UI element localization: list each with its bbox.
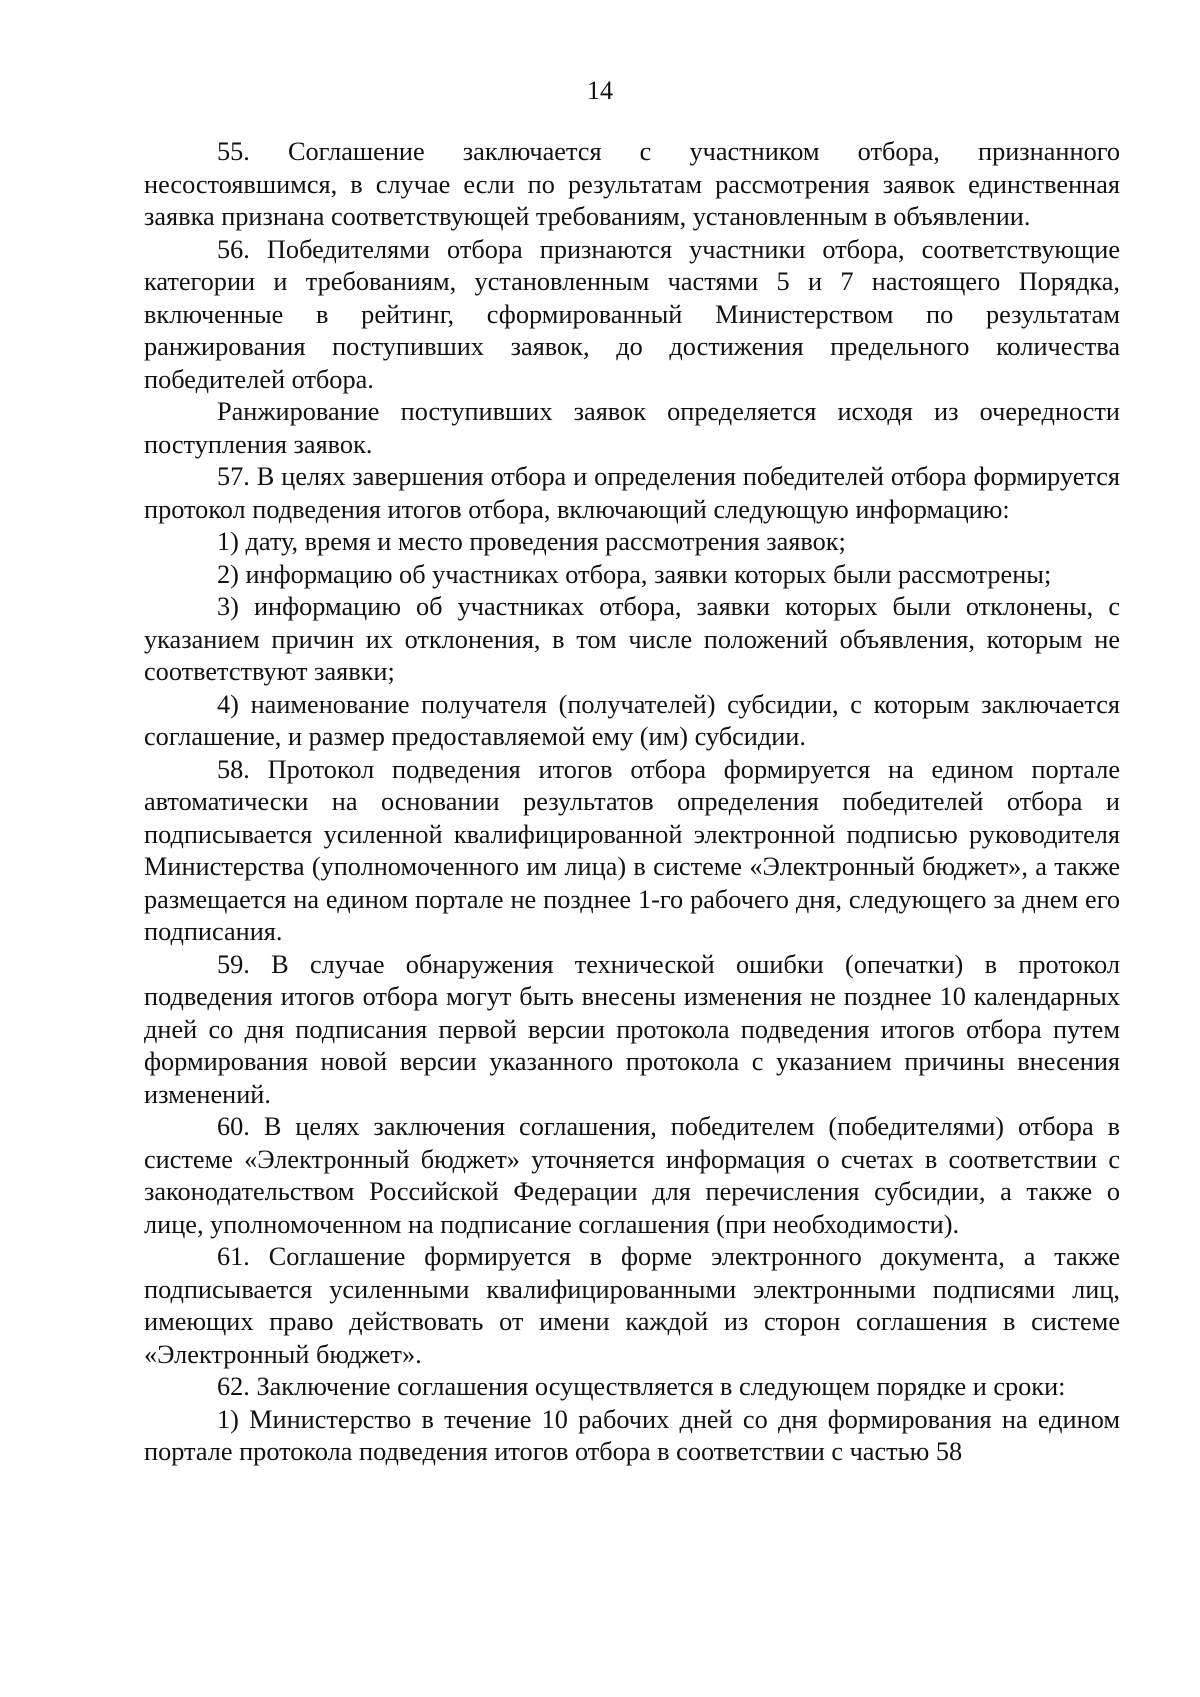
document-body	[144, 136, 1120, 1469]
paragraph-61: 61. Соглашение формируется в форме электронного документа, а также подписывается усиленными квалифицированными электронными подписями лиц, имеющих право действовать от имени каждой из сторон соглашения в системе «Электронный бюджет».	[144, 1242, 1120, 1369]
paragraph-57: 57. В целях завершения отбора и определения победителей отбора формируется протокол подведения итогов отбора, включающий следующую информацию:	[144, 462, 1120, 524]
page-number: 14	[587, 76, 613, 105]
paragraph-57-item-3: 3) информацию об участниках отбора, заявки которых были отклонены, с указанием причин их отклонения, в том числе положений объявления, которым не соответствуют заявки;	[144, 592, 1120, 686]
paragraph-59: 59. В случае обнаружения технической ошибки (опечатки) в протокол подведения итогов отбора могут быть внесены изменения не позднее 10 календарных дней со дня подписания первой версии протокола подведения итогов отбора путем формирования новой версии указанного протокола с указанием причины внесения изменений.	[144, 949, 1120, 1109]
paragraph-55: 55. Соглашение заключается с участником отбора, признанного несостоявшимся, в случае если по результатам рассмотрения заявок единственная заявка признана соответствующей требованиям, установленным в объявлении.	[144, 137, 1120, 231]
paragraph-62-item-1: 1) Министерство в течение 10 рабочих дней со дня формирования на едином портале протокола подведения итогов отбора в соответствии с частью 58	[144, 1404, 1120, 1466]
paragraph-57-item-2: 2) информацию об участниках отбора, заявки которых были рассмотрены;	[217, 559, 1052, 589]
paragraph-58: 58. Протокол подведения итогов отбора формируется на едином портале автоматически на основании результатов определения победителей отбора и подписывается усиленной квалифицированной электронной подписью руководителя Министерства (уполномоченного им лица) в системе «Электронный бюджет», а также размещается на едином портале не позднее 1-го рабочего дня, следующего за днем его подписания.	[144, 754, 1120, 946]
paragraph-57-item-4: 4) наименование получателя (получателей) субсидии, с которым заключается соглашение, и размер предоставляемой ему (им) субсидии.	[144, 689, 1120, 751]
paragraph-56-ranking: Ранжирование поступивших заявок определяется исходя из очередности поступления заявок.	[144, 397, 1120, 459]
paragraph-56: 56. Победителями отбора признаются участники отбора, соответствующие категории и требованиям, установленным частями 5 и 7 настоящего Порядка, включенные в рейтинг, сформированный Министерством по результатам ранжирования поступивших заявок, до достижения предельного количества победителей отбора.	[144, 234, 1120, 394]
paragraph-62: 62. Заключение соглашения осуществляется в следующем порядке и сроки:	[217, 1372, 1066, 1401]
paragraph-57-item-1: 1) дату, время и место проведения рассмотрения заявок;	[217, 527, 846, 556]
paragraph-60: 60. В целях заключения соглашения, победителем (победителями) отбора в системе «Электронный бюджет» уточняется информация о счетах в соответствии с законодательством Российской Федерации для перечисления субсидии, а также о лице, уполномоченном на подписание соглашения (при необходимости).	[144, 1112, 1120, 1239]
